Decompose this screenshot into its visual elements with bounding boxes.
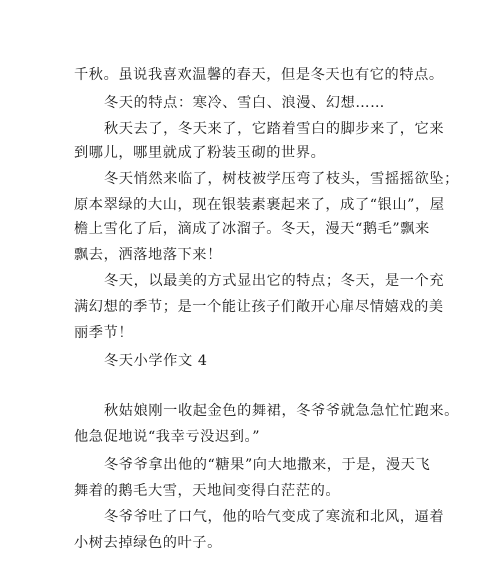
text-line: 秋天去了，冬天来了，它踏着雪白的脚步来了，它来 <box>104 121 445 137</box>
text-line: 丽季节！ <box>74 325 134 341</box>
text-line: 原本翠绿的大山，现在银装素裹起来了，成了“银山”，屋 <box>74 197 445 213</box>
text-line: 冬爷爷拿出他的“糖果”向大地撒来，于是，漫天飞 <box>104 457 431 473</box>
text-line: 檐上雪化了后，滴成了冰溜子。冬天，漫天“鹅毛”飘来 <box>74 221 430 237</box>
text-line: 飘去，洒落地落下来！ <box>74 247 222 263</box>
text-line: 冬天，以最美的方式显出它的特点；冬天，是一个充 <box>104 273 445 289</box>
text-line: 小树去掉绿色的叶子。 <box>74 535 222 551</box>
text-line: 冬天的特点：寒冷、雪白、浪漫、幻想…… <box>104 95 385 111</box>
text-line: 冬爷爷吐了口气，他的哈气变成了寒流和北风，逼着 <box>104 509 445 525</box>
text-line: 秋姑娘刚一收起金色的舞裙，冬爷爷就急急忙忙跑来。 <box>104 403 459 419</box>
text-line: 满幻想的季节；是一个能让孩子们敞开心扉尽情嬉戏的美 <box>74 299 444 315</box>
text-line: 千秋。虽说我喜欢温馨的春天，但是冬天也有它的特点。 <box>74 67 444 83</box>
text-line: 他急促地说“我幸亏没迟到。” <box>74 429 261 445</box>
text-line: 冬天悄然来临了，树枝被学压弯了枝头，雪摇摇欲坠； <box>104 171 459 187</box>
text-line: 舞着的鹅毛大雪，天地间变得白茫茫的。 <box>74 483 341 499</box>
section-heading: 冬天小学作文 4 <box>104 353 208 369</box>
text-line: 到哪儿，哪里就成了粉装玉砌的世界。 <box>74 145 326 161</box>
